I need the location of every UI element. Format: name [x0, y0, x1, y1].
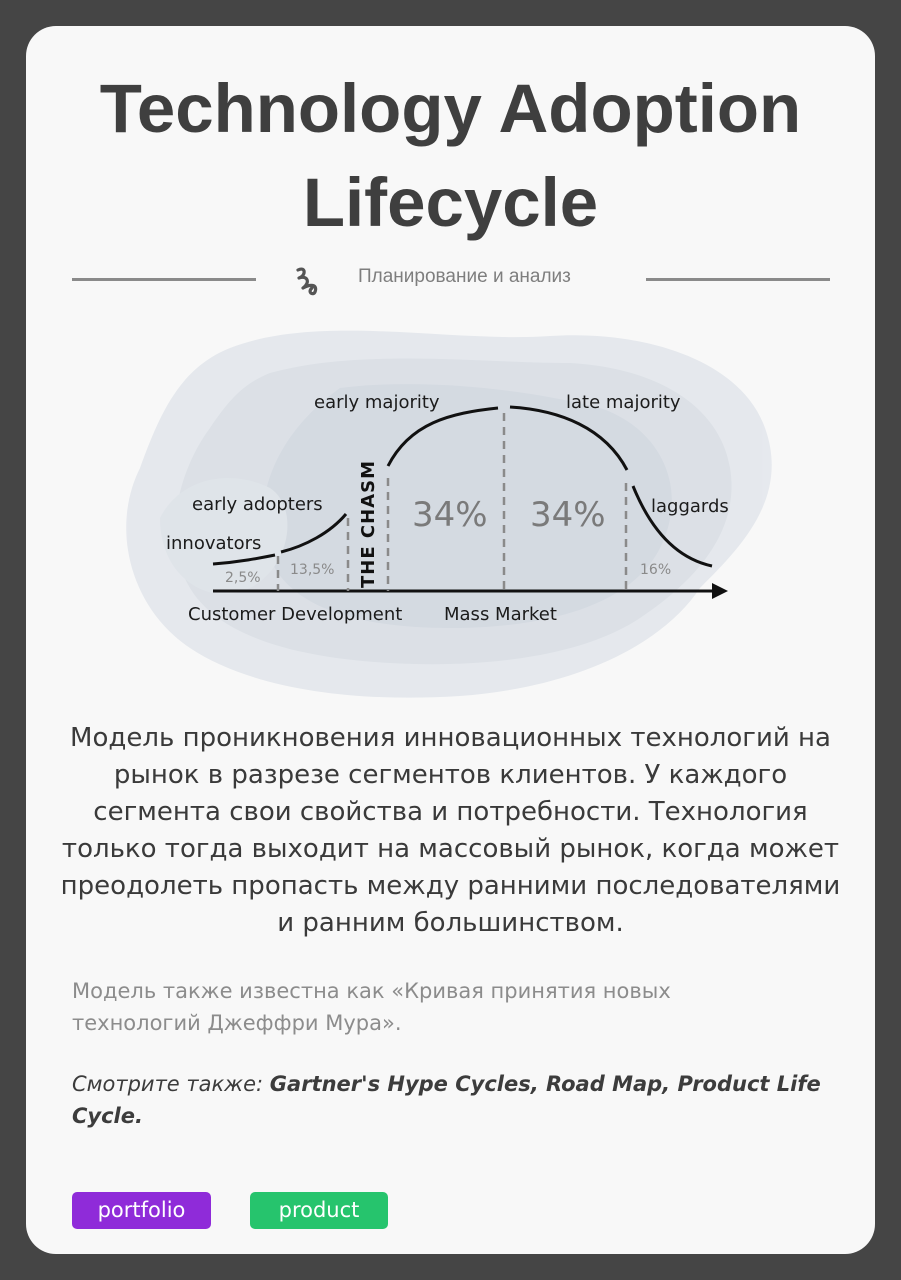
adoption-diagram [100, 318, 800, 718]
divider-left [72, 278, 256, 281]
category-label: Планирование и анализ [358, 266, 571, 287]
title-line-1: Technology Adoption [99, 70, 802, 147]
axis-label-right: Mass Market [444, 604, 557, 625]
see-also [72, 1068, 842, 1132]
label-early-adopters: early adopters [192, 494, 323, 515]
pct-innovators: 2,5% [225, 570, 261, 586]
label-late-majority: late majority [566, 392, 681, 413]
axis-label-left: Customer Development [188, 604, 403, 625]
tag-portfolio[interactable]: portfolio [72, 1192, 211, 1229]
pct-early-adopters: 13,5% [290, 562, 335, 578]
label-laggards: laggards [651, 496, 729, 517]
pct-laggards: 16% [640, 562, 672, 578]
tag-product[interactable]: product [250, 1192, 388, 1229]
aka-note: Модель также известна как «Кривая принятия новых технологий Джеффри Мура». [72, 979, 671, 1035]
see-also-prefix: Смотрите также: [72, 1072, 270, 1096]
squiggle-icon [292, 262, 328, 298]
page-title [0, 62, 901, 250]
label-early-majority: early majority [314, 392, 440, 413]
pct-late-majority: 34% [530, 495, 606, 535]
pct-early-majority: 34% [412, 495, 488, 535]
see-also-items[interactable]: Gartner's Hype Cycles, Road Map, Product Life Cycle. [72, 1072, 821, 1128]
label-innovators: innovators [166, 533, 262, 554]
title-line-2: Lifecycle [302, 164, 599, 241]
description: Модель проникновения инновационных технологий на рынок в разрезе сегментов клиентов. У каждого сегмента свои свойства и потребности. Технология только тогда выходит на массовый рынок, когда может преодолеть пропасть между ранними последователями и ранним большинством. [60, 723, 841, 938]
divider-right [646, 278, 830, 281]
chasm-label: THE CHASM [358, 460, 379, 588]
